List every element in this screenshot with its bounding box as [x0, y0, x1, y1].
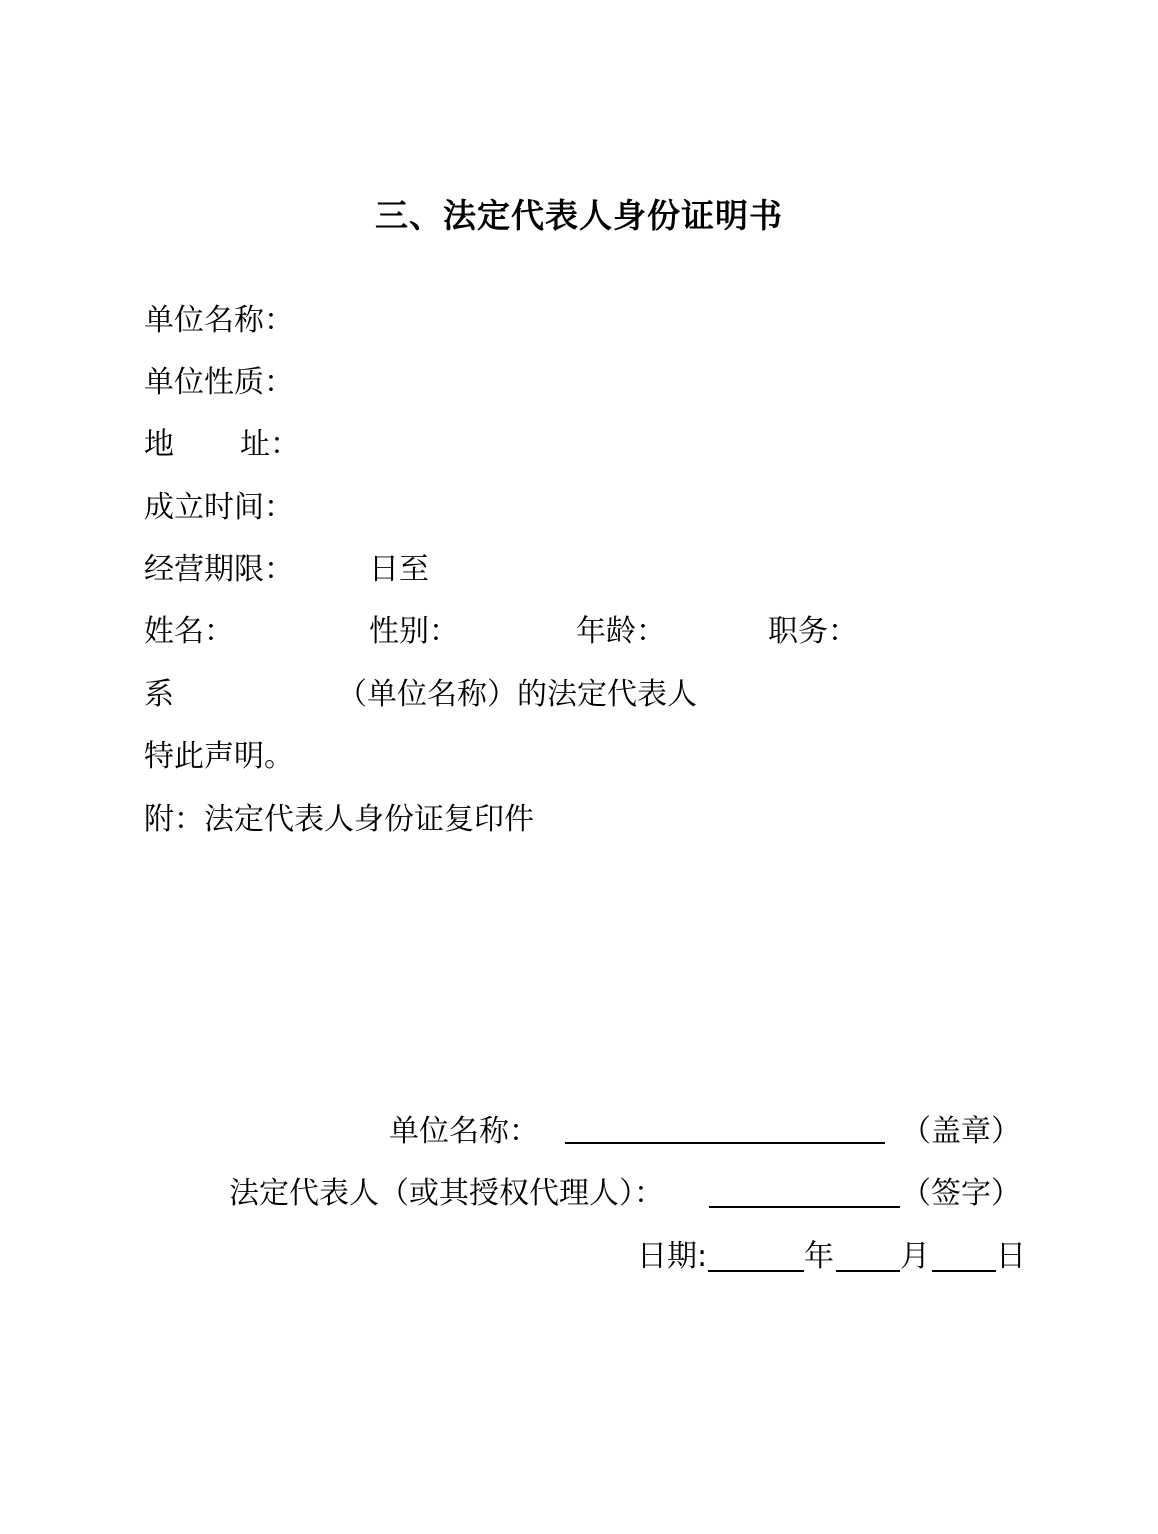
date-year: 年: [804, 1239, 834, 1274]
field-address-first-char: 地: [144, 427, 174, 462]
signature-sign: （签字）: [901, 1176, 1021, 1211]
signature-rep-label: 法定代表人（或其授权代理人）：: [229, 1176, 664, 1211]
field-address-rest: 址：: [240, 427, 300, 462]
signature-unit-underline: [565, 1142, 885, 1144]
field-age: 年龄：: [576, 614, 666, 649]
date-month-underline: [836, 1270, 900, 1272]
document-title: 三、法定代表人身份证明书: [375, 196, 783, 235]
date-day-underline: [932, 1270, 996, 1272]
field-founded: 成立时间：: [144, 490, 294, 525]
field-gender: 性别：: [369, 614, 459, 649]
attachment-note: 附：法定代表人身份证复印件: [144, 802, 534, 837]
date-month: 月: [900, 1239, 930, 1274]
field-unit-name: 单位名称：: [144, 303, 294, 338]
field-term-label: 经营期限：: [144, 552, 294, 587]
field-term-value: 日至: [369, 552, 429, 587]
signature-unit-label: 单位名称：: [389, 1114, 539, 1149]
statement-suffix: （单位名称）的法定代表人: [337, 677, 697, 712]
date-label: 日期:: [637, 1239, 708, 1274]
date-year-underline: [708, 1270, 804, 1272]
declaration: 特此声明。: [144, 739, 294, 774]
field-name: 姓名：: [144, 614, 234, 649]
field-unit-nature: 单位性质：: [144, 365, 294, 400]
signature-seal: （盖章）: [901, 1114, 1021, 1149]
signature-rep-underline: [709, 1206, 900, 1208]
statement-prefix: 系: [144, 677, 174, 712]
field-position: 职务：: [768, 614, 858, 649]
date-day: 日: [996, 1239, 1026, 1274]
